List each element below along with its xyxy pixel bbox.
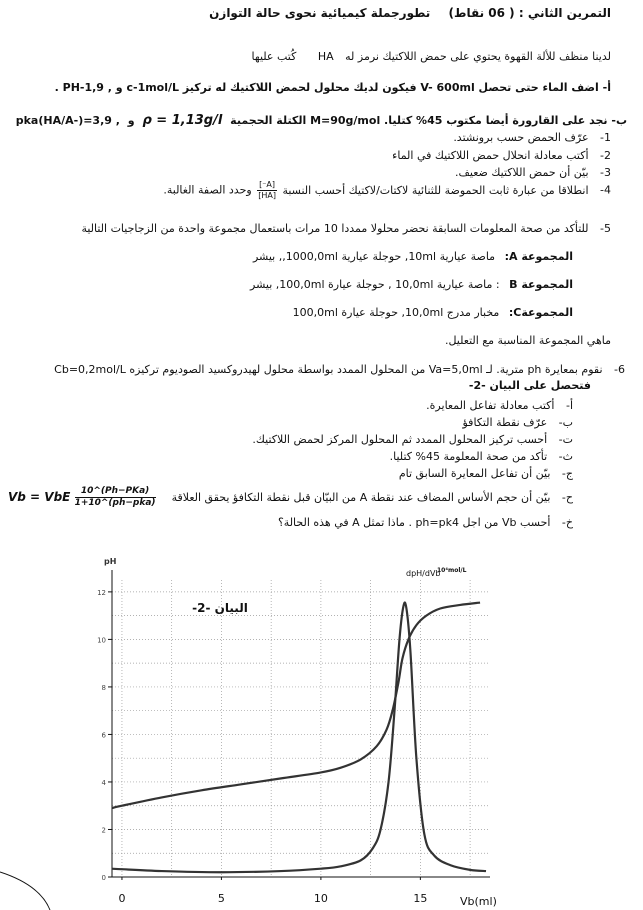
subquestion-text: بيّن أن حجم الأساس المضاف عند نقطة A من البيّان قبل نقطة التكافؤ يحقق العلاقة (171, 491, 551, 504)
y-tick-label: 6 (101, 731, 106, 740)
titration-chart (0, 550, 643, 910)
subquestion-text: عرّف نقطة التكافؤ (462, 416, 548, 429)
y-tick-label: 10 (97, 636, 106, 645)
question-2 (392, 149, 611, 162)
question-1 (453, 131, 611, 144)
part-b-pka: pka(HA/A-)=3,9 , (15, 114, 120, 127)
formula-fraction (75, 486, 156, 509)
group-text: ماصة عيارية 10ml, حوجلة عيارية 1000,0ml,, بيشر (252, 250, 496, 263)
question-text: بيّن أن حمض اللاكتيك ضعيف. (455, 166, 589, 179)
subquestion-text: أكتب معادلة تفاعل المعايرة. (426, 399, 555, 412)
chart-grid (112, 580, 490, 877)
subquestion-text: بيّن أن تفاعل المعايرة السابق تام (398, 467, 551, 480)
subquestion-b (463, 416, 574, 429)
x-tick-label: 5 (217, 892, 225, 905)
subquestion-c (252, 433, 573, 446)
question-text: أكتب معادلة انحلال حمض اللاكتيك في الماء (392, 149, 589, 162)
question-text: للتأكد من صحة المعلومات السابقة نحضر محلولا ممددا 10 مرات باستعمال مجموعة واحدة من الزجاجيات التالية (81, 222, 589, 235)
question-6 (54, 363, 625, 376)
chart-title: البيان -2- (192, 601, 248, 615)
vb-formula (8, 486, 156, 509)
subquestion-text: أحسب تركيز المحلول الممدد ثم المحلول المركز لحمض اللاكتيك. (252, 433, 548, 446)
group-label: المجموعةC: (508, 306, 573, 319)
question-3 (455, 166, 611, 179)
ratio-numerator: [A⁻] (259, 180, 276, 189)
question-number: 2- (600, 149, 611, 162)
derivative-label-num: dpH/dVb (406, 569, 441, 578)
intro-line (252, 50, 611, 63)
chart-ticks (97, 589, 427, 905)
y-tick-label: 2 (101, 826, 106, 835)
ratio-denominator: [HA] (258, 191, 276, 200)
subquestion-number: ح- (561, 491, 573, 504)
question-text-2: فتحصل على البيان -2- (468, 379, 591, 392)
group-a (253, 250, 573, 263)
ratio-fraction (257, 180, 277, 201)
y-tick-label: 0 (101, 874, 106, 882)
group-label: المجموعة A: (504, 250, 573, 263)
question-number: 6- (614, 363, 625, 376)
chart-curves (112, 603, 486, 873)
intro-text: لدينا منظف للألة القهوة يحتوي على حمض اللاكتيك نرمز له (345, 50, 611, 63)
intro-end: كُتب عليها (251, 50, 297, 63)
exercise-subtitle: تطورجملة كيميائية نحوى حالة التوازن (209, 6, 431, 20)
exercise-header (209, 6, 611, 20)
corner-arc (0, 872, 50, 910)
which-group (445, 334, 611, 347)
question-text-end: وحدد الصفة الغالبة. (163, 183, 252, 197)
y-tick-label: 8 (101, 683, 106, 692)
question-number: 1- (600, 131, 611, 144)
x-tick-label: 15 (413, 892, 428, 905)
subquestion-a (426, 399, 573, 412)
part-a (55, 81, 611, 94)
group-text: : ماصة عيارية 10,0ml , حوجلة عيارة 100,0ml, بيشر (250, 278, 500, 291)
group-c (293, 306, 573, 319)
formula-denominator: 1+10^(ph−pka) (74, 498, 156, 508)
chart-axes (112, 570, 490, 877)
question-text: عرّف الحمض حسب برونشتد. (453, 131, 589, 144)
part-a-text: أ- اضف الماء حتى تحصل V- 600ml فيكون لديك محلول لحمض اللاكتيك له تركيز c-1mol/L و , PH-1,9 . (54, 81, 611, 94)
question-text: انطلاقا من عبارة ثابت الحموضة للثنائية لاكتات/لاكتيك أحسب النسبة (282, 183, 589, 197)
question-4 (163, 180, 611, 201)
x-axis-label: Vb(ml) (460, 895, 497, 908)
group-text: مخبار مدرج 10,0ml, حوجلة عيارة 100,0ml (292, 306, 500, 319)
which-group-text: ماهي المجموعة المناسبة مع التعليل. (444, 334, 611, 347)
subquestion-g (278, 516, 573, 529)
y-tick-label: 4 (101, 778, 106, 787)
subquestion-number: ث- (558, 450, 573, 463)
x-tick-label: 0 (118, 892, 126, 905)
exercise-points: ( 06 نقاط) (448, 6, 515, 20)
question-number: 5- (600, 222, 611, 235)
x-tick-label: 10 (313, 892, 328, 905)
question-text: نقوم بمعايرة ph مترية. لـ Va=5,0ml من المحلول الممدد بواسطة محلول لهيدروكسيد الصوديوم تركيزه Cb=0,2mol/L (54, 363, 603, 376)
group-label: المجموعة B (509, 278, 573, 291)
derivative-unit: 10⁴mol/L (437, 567, 467, 574)
subquestion-number: خ- (561, 516, 573, 529)
subquestion-number: أ- (565, 399, 573, 412)
formula-numerator: 10^(Ph−PKa) (75, 486, 156, 498)
group-b (250, 278, 573, 291)
exercise-title: التمرين الثاني : (518, 6, 611, 20)
subquestion-number: ج- (561, 467, 573, 480)
subquestion-number: ت- (558, 433, 573, 446)
subquestion-text: تأكد من صحة المعلومة 45% كتليا. (389, 450, 548, 463)
subquestion-e (399, 467, 573, 480)
derivative-label (406, 567, 467, 578)
subquestion-text: أحسب Vb من اجل ph=pk4 . ماذا تمثل A في هذه الحالة؟ (277, 516, 551, 529)
part-b-text: ب- نجد على القارورة أيضا مكتوب 45% كتليا. M=90g/mol الكتلة الحجمية (230, 114, 627, 127)
part-b-and: و (127, 114, 135, 127)
y-tick-label: 12 (97, 588, 106, 597)
subquestion-d (390, 450, 573, 463)
question-number: 3- (600, 166, 611, 179)
subquestion-f (172, 491, 573, 504)
question-5 (81, 222, 611, 235)
ph-curve (112, 603, 480, 809)
derivative-curve (112, 603, 486, 873)
part-b (16, 113, 627, 128)
question-number: 4- (600, 183, 611, 197)
subquestion-number: ب- (558, 416, 573, 429)
formula-lhs: Vb = VbE (8, 490, 71, 504)
question-6-line2 (469, 379, 591, 392)
y-axis-label: pH (104, 557, 117, 566)
intro-symbol: HA (317, 50, 334, 63)
part-b-rho: ρ = 1,13g/l (142, 113, 223, 128)
